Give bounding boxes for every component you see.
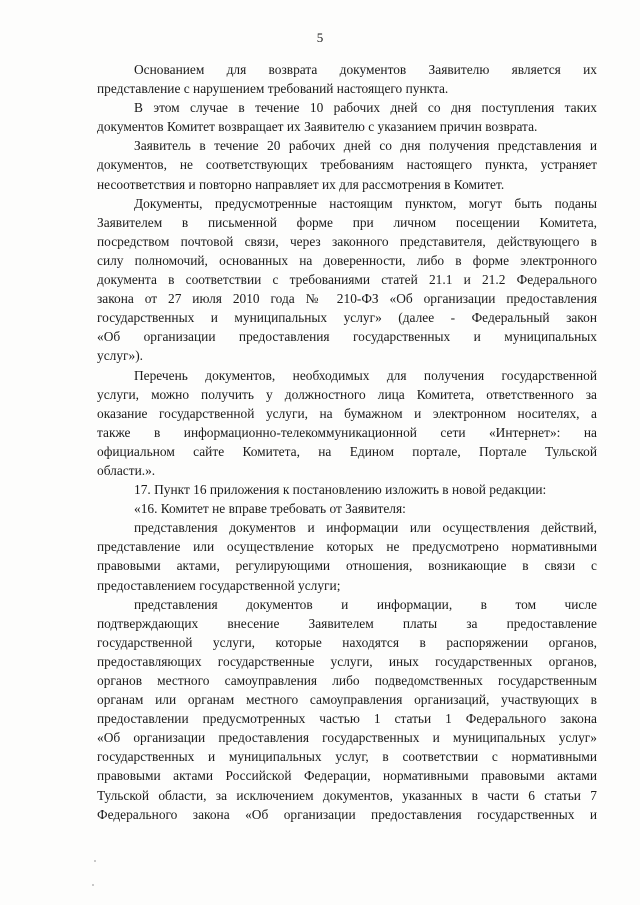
text-line: предоставлении предусмотренных частью 1 статьи 1 Федерального закона <box>97 711 597 727</box>
text-line: представления документов и информации, в том числе <box>134 596 597 612</box>
text-line: «Об организации предоставления государственных и муниципальных услуг» <box>97 730 597 746</box>
text-line: услуги, можно получить у должностного лица Комитета, ответственного за <box>97 386 597 402</box>
text-line: документов, не соответствующих требованиям настоящего пункта, устраняет <box>97 157 597 173</box>
text-line: Перечень документов, необходимых для получения государственной <box>134 367 597 383</box>
text-line: государственных и муниципальных услуг, в соответствии с нормативными <box>97 749 597 765</box>
text-line: также в информационно-телекоммуникационной сети «Интернет»: на <box>97 424 597 440</box>
scan-speck <box>92 884 94 886</box>
text-line: документа в соответствии с требованиями статей 21.1 и 21.2 Федерального <box>97 272 597 288</box>
text-line: органов местного самоуправления либо подведомственных государственным <box>97 673 597 688</box>
text-line: представление или осуществление которых не предусмотрено нормативными <box>97 539 597 555</box>
text-line: Документы, предусмотренные настоящим пунктом, могут быть поданы <box>134 195 597 211</box>
text-line: Федерального закона «Об организации предоставления государственных и <box>97 806 597 822</box>
text-line: несоответствия и повторно направляет их для рассмотрения в Комитет. <box>97 176 505 192</box>
text-line: Тульской области, за исключением документов, указанных в части 6 статьи 7 <box>97 787 597 803</box>
text-line: официальном сайте Комитета, на Едином портале, Портале Тульской <box>97 443 597 459</box>
text-line: Основанием для возврата документов Заявителю является их <box>134 62 597 77</box>
page-number: 5 <box>316 30 324 45</box>
text-line: посредством почтовой связи, через законного представителя, действующего в <box>97 233 597 249</box>
text-line: «16. Комитет не вправе требовать от Заявителя: <box>134 501 406 517</box>
text-line: государственной услуги, которые находятся в распоряжении органов, <box>97 634 597 650</box>
text-line: государственных и муниципальных услуг» (далее - Федеральный закон <box>97 310 597 326</box>
text-line: Заявитель в течение 20 рабочих дней со дня получения представления и <box>134 138 597 154</box>
text-line: оказание государственной услуги, на бумажном и электронном носителях, а <box>97 405 597 421</box>
text-line: закона от 27 июля 2010 года № 210-ФЗ «Об организации предоставления <box>97 291 597 307</box>
text-line: документов Комитет возвращает их Заявителю с указанием причин возврата. <box>97 119 538 135</box>
text-line: Заявителем в письменной форме при личном посещении Комитета, <box>97 214 597 230</box>
text-line: услуг»). <box>97 348 144 364</box>
text-line: В этом случае в течение 10 рабочих дней со дня поступления таких <box>134 100 597 116</box>
text-line: представление с нарушением требований настоящего пункта. <box>97 81 449 97</box>
text-line: органам или органам местного самоуправления организаций, участвующих в <box>97 692 597 708</box>
text-line: правовыми актами Российской Федерации, нормативными правовыми актами <box>97 768 597 784</box>
text-line: «Об организации предоставления государственных и муниципальных <box>97 329 597 345</box>
document-body <box>97 60 597 824</box>
text-line: области.». <box>97 462 156 478</box>
text-line: правовыми актами, регулирующими отношения, возникающие в связи с <box>97 558 597 574</box>
scan-speck <box>94 860 96 862</box>
text-line: предоставлением государственной услуги; <box>97 577 341 593</box>
text-line: предоставляющих государственные услуги, иных государственных органов, <box>97 653 597 669</box>
text-line: силу полномочий, основанных на доверенности, либо в форме электронного <box>97 252 597 268</box>
text-line: 17. Пункт 16 приложения к постановлению изложить в новой редакции: <box>134 482 547 498</box>
text-line: представления документов и информации или осуществления действий, <box>134 520 597 536</box>
text-line: подтверждающих внесение Заявителем платы за предоставление <box>97 615 597 631</box>
